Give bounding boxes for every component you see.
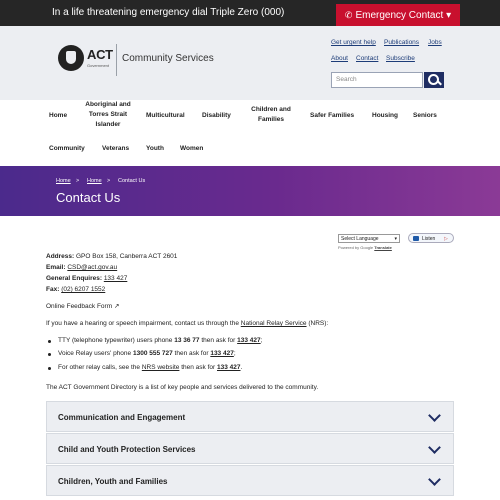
nav-community[interactable]: Community xyxy=(49,145,85,152)
relay-intro-text: If you have a hearing or speech impairment, contact us through the xyxy=(46,320,239,327)
relay-item-middle: then ask for xyxy=(174,350,209,357)
fax-line xyxy=(46,286,105,293)
search-input[interactable]: Search xyxy=(331,72,423,88)
enquiries-label: General Enquires: xyxy=(46,275,102,282)
link-subscribe[interactable]: Subscribe xyxy=(386,55,415,62)
directorate-name[interactable]: Community Services xyxy=(122,53,214,64)
link-publications[interactable]: Publications xyxy=(384,39,420,46)
address-value: GPO Box 158, Canberra ACT 2601 xyxy=(76,253,178,260)
accordion-title: Children, Youth and Families xyxy=(58,477,168,486)
relay-item-text: Voice Relay users' phone xyxy=(58,350,132,357)
bullet-icon xyxy=(48,340,51,343)
translate-link[interactable]: Translate xyxy=(374,245,392,250)
address-line xyxy=(46,253,177,260)
accordion-title: Child and Youth Protection Services xyxy=(58,445,196,454)
relay-item-text: For other relay calls, see the xyxy=(58,364,141,371)
punctuation: . xyxy=(240,364,243,371)
link-contact[interactable]: Contact xyxy=(356,55,379,62)
link-about[interactable]: About xyxy=(331,55,348,62)
act-government-logo[interactable] xyxy=(58,45,116,75)
relay-number-link[interactable]: 133 427 xyxy=(210,350,234,357)
email-label: Email: xyxy=(46,264,66,271)
accordion-children-youth-and-families[interactable] xyxy=(46,465,454,496)
phone-icon: ✆ xyxy=(344,10,353,20)
relay-intro-end: (NRS): xyxy=(308,320,329,327)
directory-text: The ACT Government Directory is a list of key people and services delivered to the community. xyxy=(46,384,319,391)
breadcrumb-home[interactable]: Home xyxy=(56,178,71,184)
nav-children-and-families[interactable]: Children and Families xyxy=(251,106,291,123)
link-get-urgent-help[interactable]: Get urgent help xyxy=(331,39,376,46)
email-link[interactable]: CSD@act.gov.au xyxy=(67,264,118,271)
relay-item-middle: then ask for xyxy=(201,337,236,344)
accordion-title: Communication and Engagement xyxy=(58,413,186,422)
nav-youth[interactable]: Youth xyxy=(146,145,164,152)
accordion-communication-and-engagement[interactable] xyxy=(46,401,454,432)
bullet-icon xyxy=(48,353,51,356)
site-header xyxy=(0,26,500,100)
relay-number-link[interactable]: 133 427 xyxy=(217,364,241,371)
breadcrumb-separator: > xyxy=(76,178,80,184)
punctuation: ; xyxy=(233,350,236,357)
emergency-bar xyxy=(0,0,500,26)
nav-aboriginal-torres-strait-islander[interactable]: Aboriginal and Torres Strait Islander xyxy=(85,101,131,128)
nav-disability[interactable]: Disability xyxy=(202,112,231,119)
punctuation: ; xyxy=(260,337,263,344)
search-button[interactable] xyxy=(424,72,444,88)
nav-seniors[interactable]: Seniors xyxy=(413,112,437,119)
nav-veterans[interactable]: Veterans xyxy=(102,145,130,152)
relay-number-link[interactable]: 133 427 xyxy=(237,337,261,344)
breadcrumb-separator: > xyxy=(107,178,111,184)
play-icon: ▷ xyxy=(444,236,448,242)
nav-safer-families[interactable]: Safer Families xyxy=(310,112,355,119)
page-title: Contact Us xyxy=(56,190,121,205)
email-line xyxy=(46,264,117,271)
chevron-down-icon xyxy=(428,409,441,422)
nav-multicultural[interactable]: Multicultural xyxy=(146,112,185,119)
external-link-icon: ↗ xyxy=(113,303,120,310)
google-translate-credit xyxy=(338,245,392,250)
listen-button[interactable] xyxy=(408,233,454,243)
tty-number: 13 36 77 xyxy=(174,337,200,344)
emergency-contact-label: Emergency Contact xyxy=(355,10,444,21)
feedback-line xyxy=(46,302,119,310)
fax-label: Fax: xyxy=(46,286,60,293)
relay-item-middle: then ask for xyxy=(181,364,216,371)
main-navigation xyxy=(0,100,500,166)
nrs-website-link[interactable]: NRS website xyxy=(141,364,180,371)
nav-women[interactable]: Women xyxy=(180,145,204,152)
accordion-child-and-youth-protection[interactable] xyxy=(46,433,454,464)
enquiries-phone-link[interactable]: 133 427 xyxy=(103,275,128,282)
act-crest-icon xyxy=(58,45,84,71)
powered-by-label: Powered by xyxy=(338,245,360,250)
online-feedback-link[interactable]: Online Feedback Form xyxy=(46,303,113,310)
bullet-icon xyxy=(48,367,51,370)
enquiries-line xyxy=(46,275,127,282)
relay-item-text: TTY (telephone typewriter) users phone xyxy=(58,337,173,344)
voice-relay-number: 1300 555 727 xyxy=(132,350,173,357)
language-select[interactable]: Select Language ▾ xyxy=(338,234,400,243)
nav-housing[interactable]: Housing xyxy=(372,112,398,119)
relay-item-other xyxy=(58,364,242,371)
relay-intro xyxy=(46,320,328,327)
logo-text: ACT xyxy=(87,47,113,62)
speaker-icon xyxy=(413,236,419,241)
link-jobs[interactable]: Jobs xyxy=(428,39,442,46)
header-divider xyxy=(116,44,117,76)
nav-home[interactable]: Home xyxy=(49,112,68,119)
page-banner xyxy=(0,166,500,216)
breadcrumb-current: Contact Us xyxy=(118,178,146,184)
breadcrumb-home-2[interactable]: Home xyxy=(87,178,102,184)
chevron-down-icon xyxy=(428,473,441,486)
fax-link[interactable]: (02) 6207 1552 xyxy=(61,286,106,293)
address-label: Address: xyxy=(46,253,75,260)
national-relay-service-link[interactable]: National Relay Service xyxy=(240,320,307,327)
logo-subtext: Government xyxy=(87,63,110,68)
google-label: Google xyxy=(360,245,374,250)
chevron-down-icon: ▾ xyxy=(446,10,452,21)
chevron-down-icon xyxy=(428,441,441,454)
emergency-contact-button[interactable] xyxy=(336,4,460,26)
relay-item-tty xyxy=(58,337,262,344)
relay-item-voice xyxy=(58,350,236,357)
listen-label: Listen xyxy=(422,236,436,242)
emergency-message: In a life threatening emergency dial Triple Zero (000) xyxy=(52,7,285,18)
